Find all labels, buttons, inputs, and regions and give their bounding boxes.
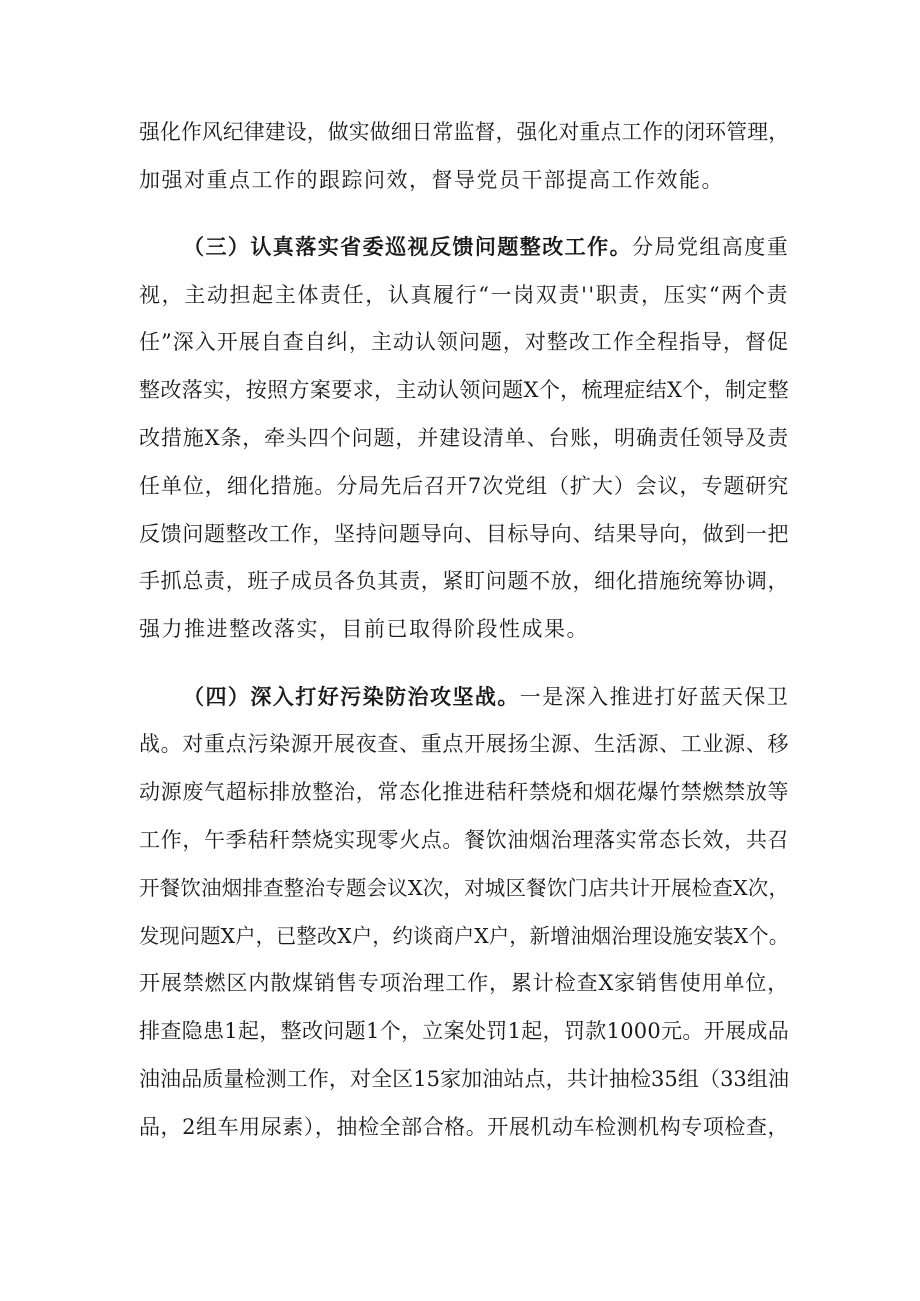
paragraph-2-line-1 (183, 233, 789, 261)
paragraph-2-line-6: 任单位，细化措施。分局先后召开7次党组（扩大）会议，专题研究 (139, 474, 789, 498)
paragraph-1-line-1: 强化作风纪律建设，做实做细日常监督，强化对重点工作的闭环管理， (139, 120, 789, 144)
paragraph-2-line-9: 强力推进整改落实，目前已取得阶段性成果。 (139, 617, 589, 641)
paragraph-3-line-5: 开餐饮油烟排查整治专题会议X次，对城区餐饮门店共计开展检查X次， (139, 876, 789, 900)
paragraph-2-line-8: 手抓总责，班子成员各负其责，紧盯问题不放，细化措施统筹协调， (139, 569, 789, 593)
paragraph-2-line-5: 改措施X条，牵头四个问题，并建设清单、台账，明确责任领导及责 (139, 426, 789, 450)
paragraph-3-line-8: 排查隐患1起，整改问题1个，立案处罚1起，罚款1000元。开展成品 (139, 1019, 789, 1043)
paragraph-2-line-2: 视，主动担起主体责任，认真履行“一岗双责''职责，压实“两个责 (139, 283, 789, 307)
paragraph-2-line-3: 任”深入开展自查自纠，主动认领问题，对整改工作全程指导，督促 (139, 330, 789, 354)
paragraph-3-line-7: 开展禁燃区内散煤销售专项治理工作，累计检查X家销售使用单位， (139, 971, 789, 995)
paragraph-2-line-7: 反馈问题整改工作，坚持问题导向、目标导向、结果导向，做到一把 (139, 522, 789, 546)
paragraph-3-line-1 (183, 683, 789, 711)
paragraph-3-line-6: 发现问题X户，已整改X户，约谈商户X户，新增油烟治理设施安装X个。 (139, 924, 789, 948)
paragraph-3-line-3: 动源废气超标排放整治，常态化推进秸秆禁烧和烟花爆竹禁燃禁放等 (139, 780, 789, 804)
paragraph-1-line-2: 加强对重点工作的跟踪问效，督导党员干部提高工作效能。 (139, 168, 724, 192)
paragraph-3-line-10: 品，2组车用尿素），抽检全部合格。开展机动车检测机构专项检查， (139, 1115, 789, 1139)
paragraph-2-line-4: 整改落实，按照方案要求，主动认领问题X个，梳理症结X个，制定整 (139, 378, 789, 402)
paragraph-2-line-1-text: 分局党组高度重 (632, 235, 790, 259)
section-heading-4: （四）深入打好污染防治攻坚战。 (183, 684, 520, 709)
paragraph-3-line-9: 油油品质量检测工作，对全区15家加油站点，共计抽检35组（33组油 (139, 1067, 789, 1091)
paragraph-3-line-2: 战。对重点污染源开展夜查、重点开展扬尘源、生活源、工业源、移 (139, 732, 789, 756)
section-heading-3: （三）认真落实省委巡视反馈问题整改工作。 (183, 234, 633, 259)
paragraph-3-line-4: 工作，午季秸秆禁烧实现零火点。餐饮油烟治理落实常态长效，共召 (139, 828, 789, 852)
paragraph-3-line-1-text: 一是深入推进打好蓝天保卫 (519, 685, 790, 709)
